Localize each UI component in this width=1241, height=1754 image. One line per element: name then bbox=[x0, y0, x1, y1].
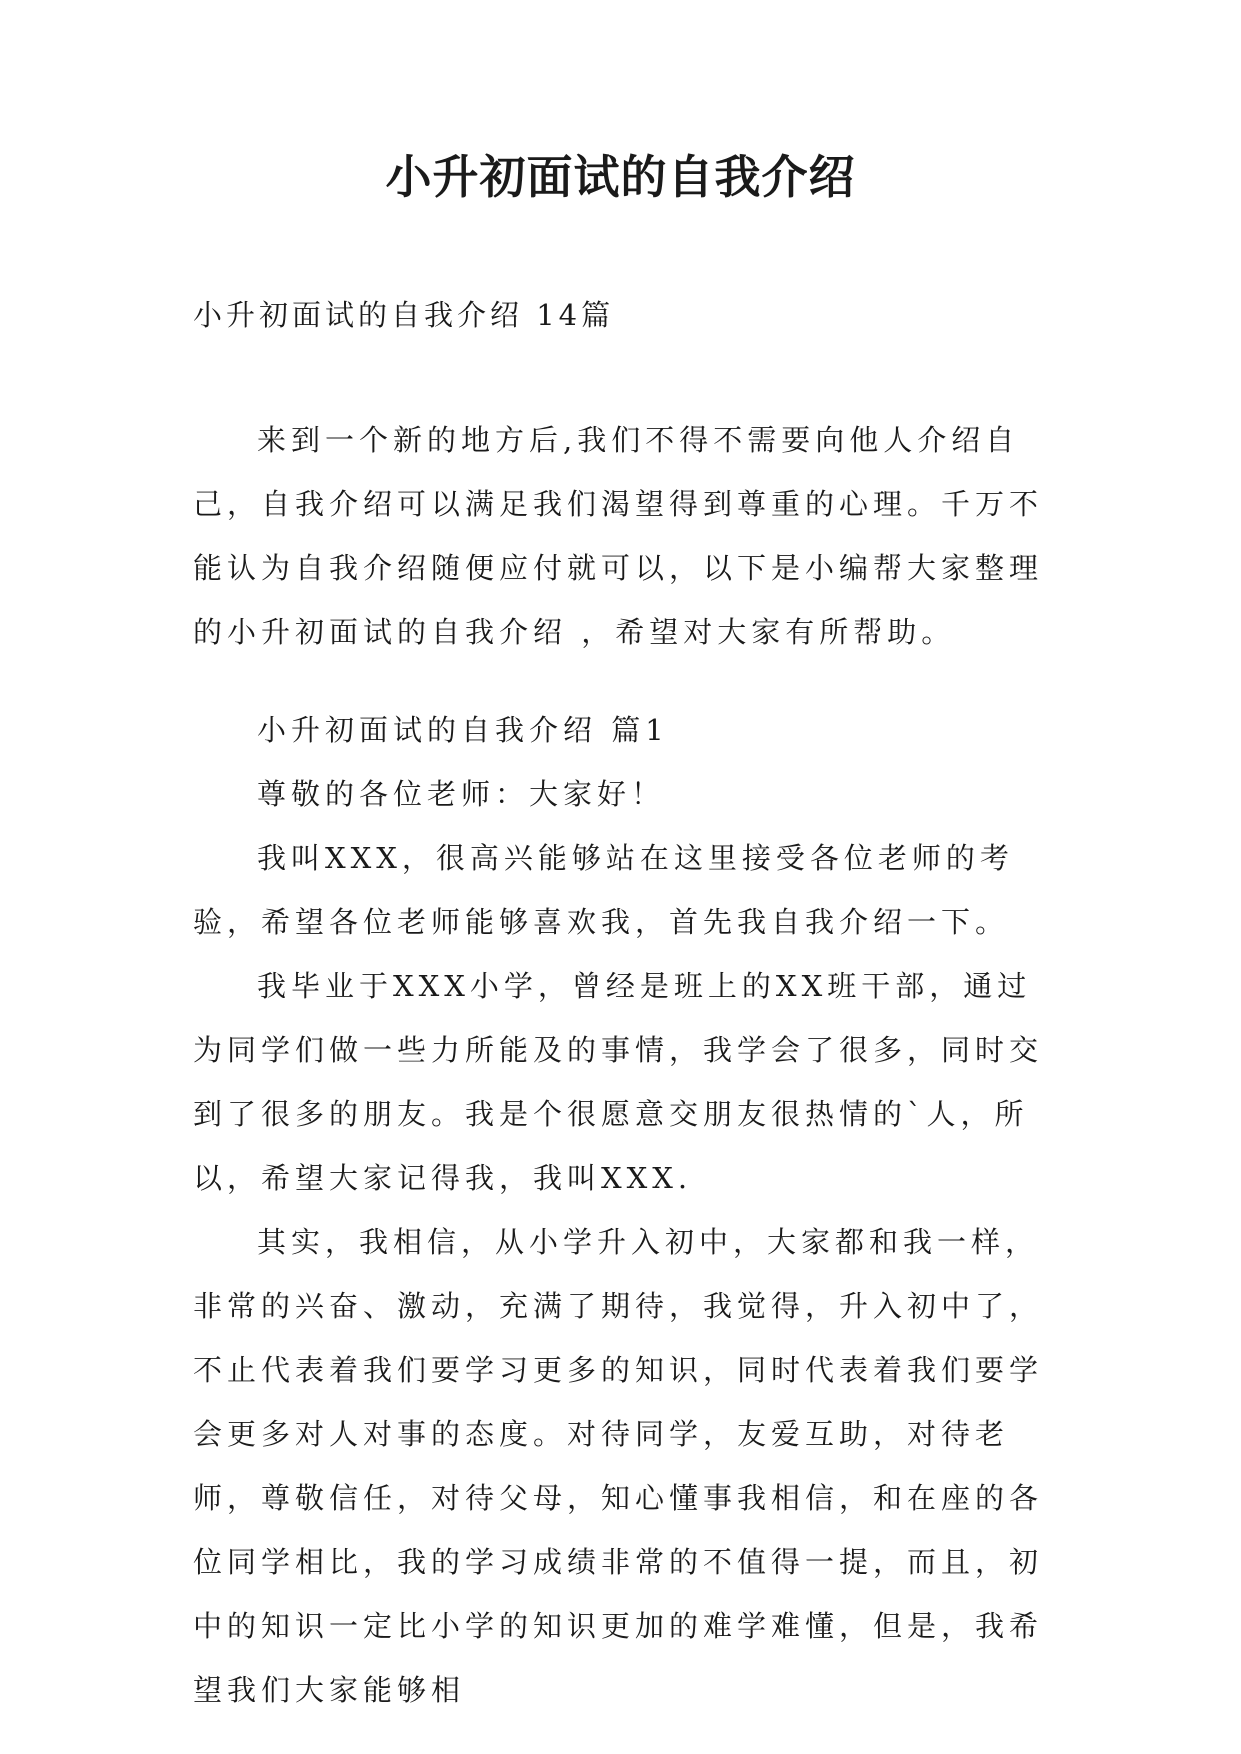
section-1 bbox=[193, 698, 1063, 1722]
body-paragraph: 我毕业于XXX小学，曾经是班上的XX班干部，通过为同学们做一些力所能及的事情，我学会了很多，同时交到了很多的朋友。我是个很愿意交朋友很热情的`人，所以，希望大家记得我，我叫XXX. bbox=[193, 969, 1044, 1195]
body-paragraph: 我叫XXX，很高兴能够站在这里接受各位老师的考验，希望各位老师能够喜欢我，首先我自我介绍一下。 bbox=[193, 841, 1014, 939]
body-paragraph: 其实，我相信，从小学升入初中，大家都和我一样，非常的兴奋、激动，充满了期待，我觉得，升入初中了，不止代表着我们要学习更多的知识，同时代表着我们要学会更多对人对事的态度。对待同学，友爱互助，对待老师，尊敬信任，对待父母，知心懂事我相信，和在座的各位同学相比，我的学习成绩非常的不值得一提，而且，初中的知识一定比小学的知识更加的难学难懂，但是，我希望我们大家能够相 bbox=[193, 1225, 1044, 1707]
intro-paragraph: 来到一个新的地方后,我们不得不需要向他人介绍自己，自我介绍可以满足我们渴望得到尊重的心理。千万不能认为自我介绍随便应付就可以，以下是小编帮大家整理的小升初面试的自我介绍 ，希望对大家有所帮助。 bbox=[193, 423, 1044, 649]
greeting: 尊敬的各位老师：大家好！ bbox=[257, 777, 666, 811]
document-subtitle: 小升初面试的自我介绍 14篇 bbox=[193, 298, 615, 332]
section-heading: 小升初面试的自我介绍 篇1 bbox=[257, 713, 669, 747]
page-title: 小升初面试的自我介绍 bbox=[385, 150, 856, 204]
intro-block bbox=[193, 408, 1063, 664]
